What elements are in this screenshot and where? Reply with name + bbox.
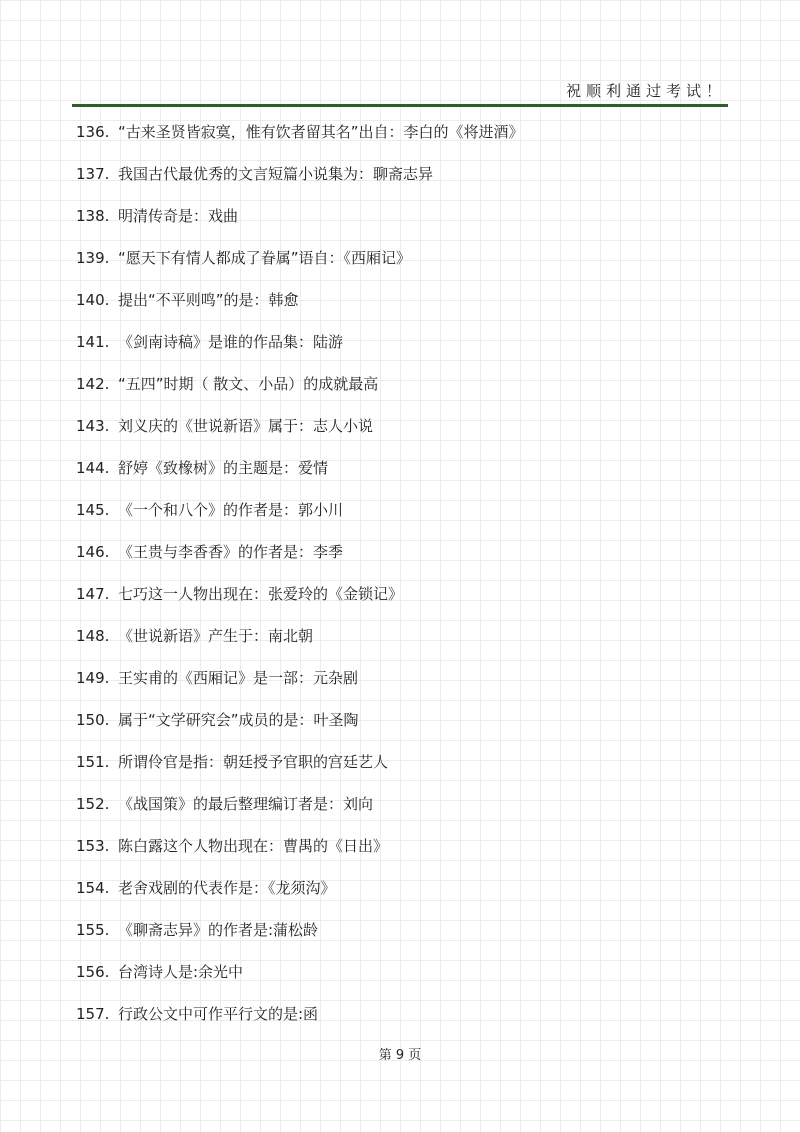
list-item bbox=[76, 705, 726, 747]
item-text: 老舍戏剧的代表作是：《龙须沟》 bbox=[118, 879, 336, 897]
list-item bbox=[76, 537, 726, 579]
item-number: 136. bbox=[76, 123, 110, 141]
list-item bbox=[76, 201, 726, 243]
item-text: 《战国策》的最后整理编订者是：刘向 bbox=[118, 795, 374, 813]
list-item bbox=[76, 621, 726, 663]
item-number: 141. bbox=[76, 333, 110, 351]
item-text: 舒婷《致橡树》的主题是：爱情 bbox=[118, 459, 329, 477]
item-text: 明清传奇是：戏曲 bbox=[118, 207, 239, 225]
item-number: 150. bbox=[76, 711, 110, 729]
item-number: 157. bbox=[76, 1005, 110, 1023]
item-number: 148. bbox=[76, 627, 110, 645]
item-number: 137. bbox=[76, 165, 110, 183]
item-text: 《王贵与李香香》的作者是：李季 bbox=[118, 543, 344, 561]
list-item bbox=[76, 663, 726, 705]
list-item bbox=[76, 243, 726, 285]
list-item bbox=[76, 159, 726, 201]
item-number: 152. bbox=[76, 795, 110, 813]
item-text: 我国古代最优秀的文言短篇小说集为：聊斋志异 bbox=[118, 165, 434, 183]
item-text: 《一个和八个》的作者是：郭小川 bbox=[118, 501, 344, 519]
list-item bbox=[76, 789, 726, 831]
item-number: 142. bbox=[76, 375, 110, 393]
item-number: 153. bbox=[76, 837, 110, 855]
page-number: 第 9 页 bbox=[378, 1048, 422, 1063]
list-item bbox=[76, 411, 726, 453]
header-rule bbox=[72, 104, 728, 107]
item-text: 七巧这一人物出现在：张爱玲的《金锁记》 bbox=[118, 585, 404, 603]
item-text: 行政公文中可作平行文的是:函 bbox=[118, 1005, 319, 1023]
item-text: 所谓伶官是指：朝廷授予官职的宫廷艺人 bbox=[118, 753, 389, 771]
question-list bbox=[76, 117, 726, 1041]
list-item bbox=[76, 117, 726, 159]
item-number: 149. bbox=[76, 669, 110, 687]
header-motto: 祝顺利通过考试！ bbox=[565, 82, 726, 100]
item-text: 陈白露这个人物出现在：曹禺的《日出》 bbox=[118, 837, 389, 855]
item-number: 147. bbox=[76, 585, 110, 603]
list-item bbox=[76, 369, 726, 411]
item-number: 146. bbox=[76, 543, 110, 561]
item-number: 156. bbox=[76, 963, 110, 981]
item-number: 143. bbox=[76, 417, 110, 435]
item-text: “五四”时期（ 散文、小品）的成就最高 bbox=[118, 375, 379, 393]
item-text: 提出“不平则鸣”的是：韩愈 bbox=[118, 291, 299, 309]
item-text: 刘义庆的《世说新语》属于：志人小说 bbox=[118, 417, 374, 435]
list-item bbox=[76, 873, 726, 915]
item-number: 144. bbox=[76, 459, 110, 477]
list-item bbox=[76, 327, 726, 369]
list-item bbox=[76, 453, 726, 495]
item-number: 139. bbox=[76, 249, 110, 267]
item-number: 140. bbox=[76, 291, 110, 309]
list-item bbox=[76, 495, 726, 537]
item-text: 《聊斋志异》的作者是:蒲松龄 bbox=[118, 921, 319, 939]
item-number: 145. bbox=[76, 501, 110, 519]
item-number: 151. bbox=[76, 753, 110, 771]
item-text: “愿天下有情人都成了眷属”语自：《西厢记》 bbox=[118, 249, 412, 267]
list-item bbox=[76, 285, 726, 327]
item-text: 台湾诗人是:余光中 bbox=[118, 963, 244, 981]
list-item bbox=[76, 999, 726, 1041]
item-text: 《剑南诗稿》是谁的作品集：陆游 bbox=[118, 333, 344, 351]
list-item bbox=[76, 957, 726, 999]
item-number: 138. bbox=[76, 207, 110, 225]
list-item bbox=[76, 747, 726, 789]
list-item bbox=[76, 831, 726, 873]
item-number: 155. bbox=[76, 921, 110, 939]
list-item bbox=[76, 579, 726, 621]
item-number: 154. bbox=[76, 879, 110, 897]
item-text: “古来圣贤皆寂寞，惟有饮者留其名”出自：李白的《将进酒》 bbox=[118, 123, 524, 141]
item-text: 王实甫的《西厢记》是一部：元杂剧 bbox=[118, 669, 359, 687]
list-item bbox=[76, 915, 726, 957]
item-text: 《世说新语》产生于：南北朝 bbox=[118, 627, 314, 645]
item-text: 属于“文学研究会”成员的是：叶圣陶 bbox=[118, 711, 359, 729]
